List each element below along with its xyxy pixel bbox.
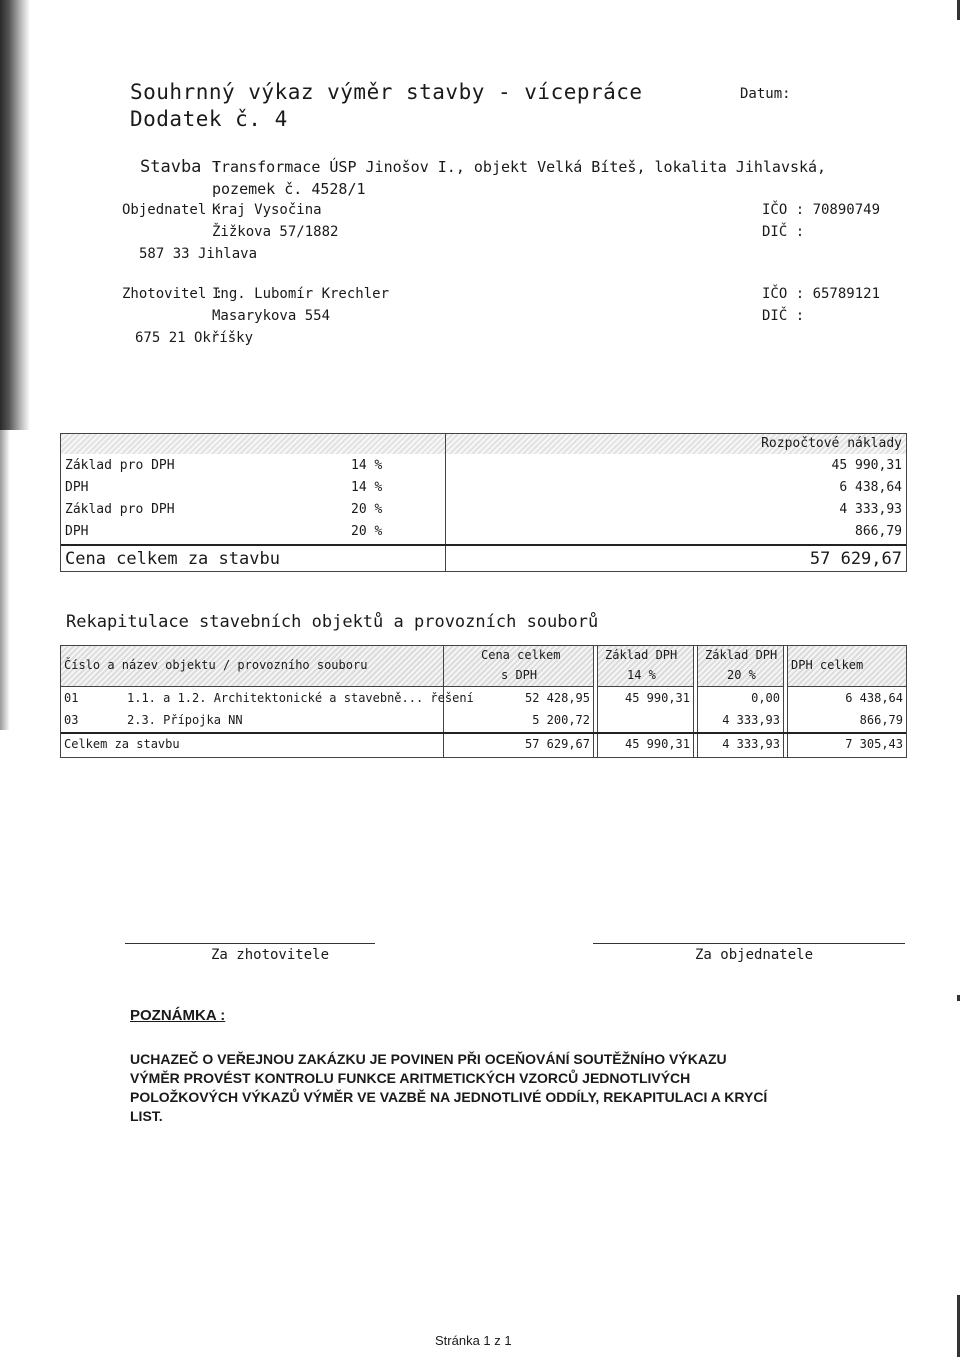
recap-row-name: 2.3. Přípojka NN xyxy=(127,713,243,727)
summary-header-label: Rozpočtové náklady xyxy=(761,436,902,451)
scan-edge-shadow xyxy=(0,0,30,430)
summary-row xyxy=(61,522,906,542)
recap-total-dph: 7 305,43 xyxy=(845,737,903,751)
summary-row-value: 45 990,31 xyxy=(831,458,902,473)
summary-row-label: Základ pro DPH xyxy=(65,458,175,473)
zhotovitel-dic: DIČ : xyxy=(762,308,805,324)
zhotovitel-name: Ing. Lubomír Krechler xyxy=(212,286,390,302)
objednatel-label: Objednatel : xyxy=(122,202,224,218)
recap-header-z20-2: 20 % xyxy=(727,668,756,682)
recap-row-dph: 6 438,64 xyxy=(845,691,903,705)
summary-total-row xyxy=(61,544,906,572)
summary-row-rate: 20 % xyxy=(351,502,383,517)
recap-row-cena: 52 428,95 xyxy=(524,691,590,705)
recap-total-cena: 57 629,67 xyxy=(524,737,590,751)
objednatel-city: 587 33 Jihlava xyxy=(139,246,258,262)
recap-header xyxy=(61,646,906,687)
recap-row xyxy=(61,688,906,708)
document-title: Souhrnný výkaz výměr stavby - vícepráce xyxy=(130,80,643,104)
document-subtitle: Dodatek č. 4 xyxy=(130,107,288,131)
scan-edge-shadow-lower xyxy=(0,430,10,730)
recap-title: Rekapitulace stavebních objektů a provozních souborů xyxy=(66,612,599,632)
summary-row xyxy=(61,478,906,498)
summary-row-rate: 20 % xyxy=(351,524,383,539)
recap-total-z14: 45 990,31 xyxy=(624,737,690,751)
recap-header-z14-1: Základ DPH xyxy=(605,648,678,662)
summary-row-rate: 14 % xyxy=(351,480,383,495)
zhotovitel-ico: IČO : 65789121 xyxy=(762,286,881,302)
note-body: UCHAZEČ O VEŘEJNOU ZAKÁZKU JE POVINEN PŘI OCEŇOVÁNÍ SOUTĚŽNÍHO VÝKAZU VÝMĚR PROVÉST KONTROLU FUNKCE ARITMETICKÝCH VZORCŮ JEDNOTLIVÝCH POLOŽKOVÝCH VÝKAZŮ VÝMĚR VE VAZBĚ NA JEDNOTLIVÉ ODDÍLY, REKAPITULACI A KRYCÍ LIST. xyxy=(130,1051,768,1124)
note-title: POZNÁMKA : xyxy=(130,1007,226,1024)
zhotovitel-street: Masarykova 554 xyxy=(212,308,331,324)
recap-row-name: 1.1. a 1.2. Architektonické a stavebně... řešení xyxy=(127,691,474,705)
datum-label: Datum: xyxy=(740,86,791,102)
recap-header-cena-1: Cena celkem xyxy=(481,648,561,662)
summary-row-value: 6 438,64 xyxy=(839,480,902,495)
objednatel-ico: IČO : 70890749 xyxy=(762,202,881,218)
signature-line-right xyxy=(593,943,905,944)
recap-table xyxy=(60,645,907,758)
zhotovitel-label: Zhotovitel : xyxy=(122,286,224,302)
summary-row-value: 4 333,93 xyxy=(839,502,902,517)
recap-row xyxy=(61,710,906,730)
recap-row-dph: 866,79 xyxy=(859,713,903,727)
summary-row-label: DPH xyxy=(65,480,89,495)
page-number: Stránka 1 z 1 xyxy=(435,1333,512,1348)
signature-line-left xyxy=(125,943,375,944)
zhotovitel-city: 675 21 Okříšky xyxy=(135,330,254,346)
summary-row-value: 866,79 xyxy=(855,524,902,539)
summary-row-label: Základ pro DPH xyxy=(65,502,175,517)
recap-header-name: Číslo a název objektu / provozního souboru xyxy=(64,658,368,672)
recap-header-dph: DPH celkem xyxy=(791,658,864,672)
recap-header-z20-1: Základ DPH xyxy=(705,648,778,662)
summary-row-rate: 14 % xyxy=(351,458,383,473)
recap-row-z14: 45 990,31 xyxy=(624,691,690,705)
recap-header-z14-2: 14 % xyxy=(627,668,656,682)
summary-total-label: Cena celkem za stavbu xyxy=(65,549,280,569)
recap-row-code: 03 xyxy=(64,713,79,727)
summary-header-band xyxy=(61,434,906,454)
recap-header-cena-2: s DPH xyxy=(501,668,538,682)
recap-total-row xyxy=(61,732,906,758)
recap-row-cena: 5 200,72 xyxy=(532,713,590,727)
recap-row-code: 01 xyxy=(64,691,79,705)
summary-row xyxy=(61,456,906,476)
signature-label-right: Za objednatele xyxy=(695,947,814,963)
summary-table xyxy=(60,433,907,572)
stavba-line1: Transformace ÚSP Jinošov I., objekt Velká Bíteš, lokalita Jihlavská, xyxy=(212,158,827,176)
recap-row-z20: 0,00 xyxy=(751,691,780,705)
objednatel-dic: DIČ : xyxy=(762,224,805,240)
recap-total-label: Celkem za stavbu xyxy=(64,737,180,751)
summary-row-label: DPH xyxy=(65,524,89,539)
objednatel-name: Kraj Vysočina xyxy=(212,202,322,218)
recap-total-z20: 4 333,93 xyxy=(722,737,780,751)
summary-row xyxy=(61,500,906,520)
stavba-line2: pozemek č. 4528/1 xyxy=(212,180,366,198)
recap-row-z20: 4 333,93 xyxy=(722,713,780,727)
objednatel-street: Žižkova 57/1882 xyxy=(212,224,339,240)
stavba-label: Stavba : xyxy=(140,157,222,177)
summary-total-value: 57 629,67 xyxy=(809,549,902,569)
signature-label-left: Za zhotovitele xyxy=(211,947,330,963)
